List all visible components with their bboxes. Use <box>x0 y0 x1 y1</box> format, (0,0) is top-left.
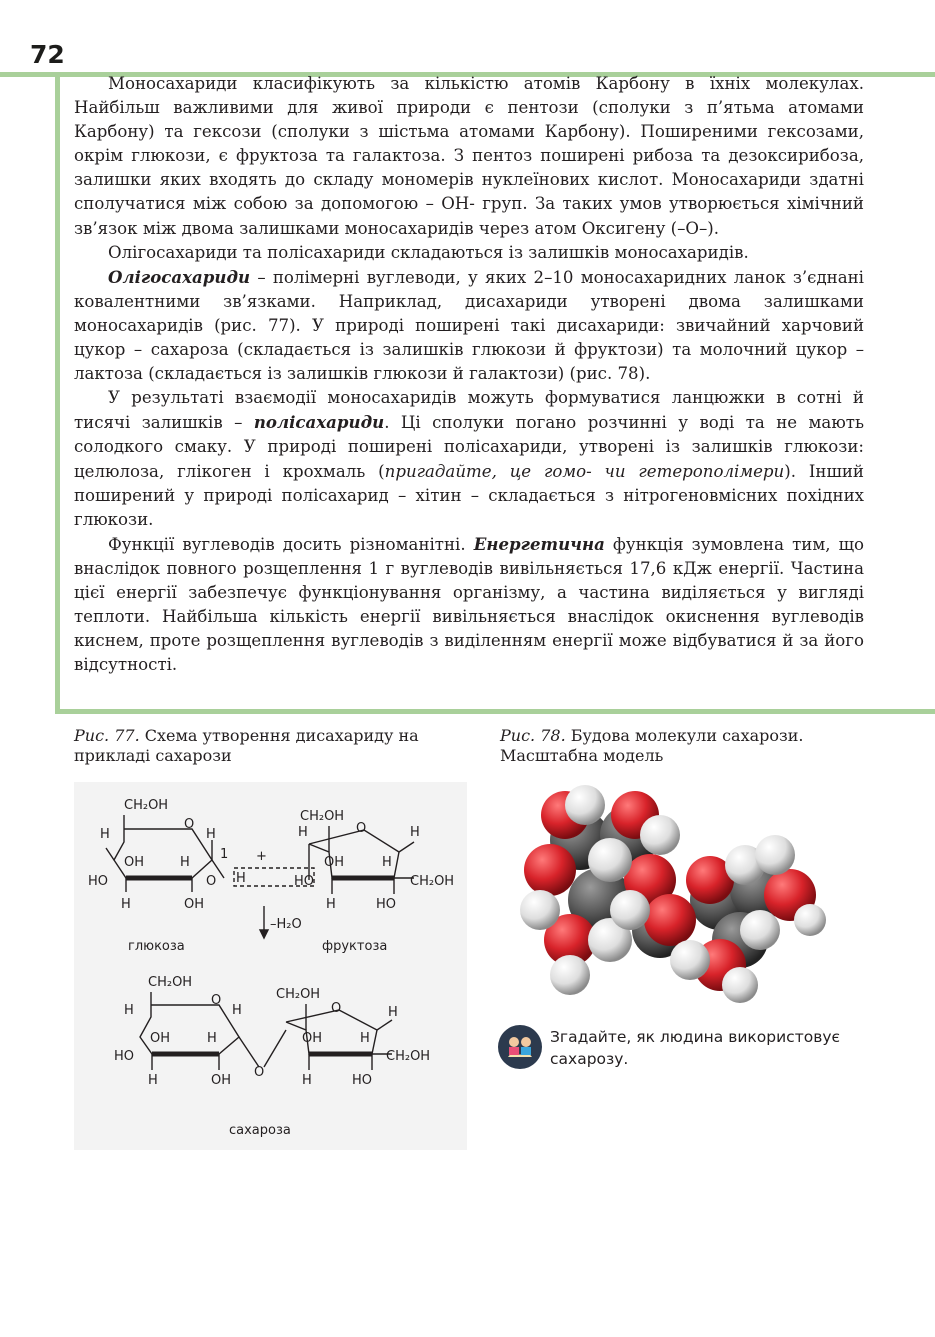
reminder-box <box>498 1025 878 1085</box>
label-fructose: фруктоза <box>322 939 388 954</box>
term-oligosaccharides: Олігосахариди <box>108 266 251 287</box>
svg-text:H: H <box>232 1003 242 1018</box>
svg-text:O: O <box>184 817 195 832</box>
main-text <box>74 72 864 677</box>
svg-text:CH₂OH: CH₂OH <box>276 987 321 1002</box>
svg-text:OH: OH <box>302 1031 323 1046</box>
paragraph-oligosaccharides: Олігосахариди – полімерні вуглеводи, у яких 2–10 моносахаридних ланок з’єднані ковалентними зв’язками. Наприклад, дисахариди утворені двома залишками моносахаридів (рис. 77). У природі поширені такі дисахариди: звичайний харчовий цукор – сахароза (складається із залишків глюкози й фруктози) та молочний цукор – лактоза (складається із залишків глюкози й галактози) (рис. 78). <box>74 266 864 384</box>
svg-text:H: H <box>206 827 216 842</box>
label-ch2oh-glucose: CH₂OH <box>124 798 169 813</box>
figure-77-caption: Рис. 77. Схема утворення дисахариду на прикладі сахарози <box>74 726 419 765</box>
svg-text:CH₂OH: CH₂OH <box>386 1049 431 1064</box>
figure-78-caption: Рис. 78. Будова молекули сахарози. Масштабна модель <box>500 726 804 765</box>
svg-text:HO: HO <box>352 1073 373 1088</box>
svg-text:H: H <box>236 871 246 886</box>
svg-text:OH: OH <box>211 1073 232 1088</box>
section-frame-left <box>55 72 60 714</box>
svg-text:H: H <box>388 1005 398 1020</box>
svg-text:H: H <box>148 1073 158 1088</box>
svg-text:H: H <box>180 855 190 870</box>
term-polysaccharides: полісахариди <box>253 412 385 433</box>
svg-text:HO: HO <box>294 874 315 889</box>
label-ch2oh-fructose: CH₂OH <box>300 809 345 824</box>
paragraph-functions: Функції вуглеводів досить різноманітні. Енергетична функція зумовлена тим, що внаслідок повного розщеплення 1 г вуглеводів вивільняється 17,6 кДж енергії. Частина цієї енергії забезпечує функціонування організму, а частина виділяється у вигляді теплоти. Найбільша кількість енергії вивільняється внаслідок окиснення вуглеводів киснем, проте розщеплення вуглеводів з виділенням енергії може відбуватися й за його відсутності. <box>74 533 864 675</box>
paragraph-monosaccharides: Моносахариди класифікують за кількістю атомів Карбону в їхніх молекулах. Найбільш важливими для живої природи є пентози (сполуки з п’ятьма атомами Карбону) та гексози (сполуки з шістьма атомами Карбону). Поширеними гексозами, окрім глюкози, є фруктоза та галактоза. З пентоз поширені рибоза та дезоксирибоза, залишки яких входять до складу мономерів нуклеїнових кислот. Моносахариди здатні сполучатися між собою за допомогою – ОН- груп. За таких умов утворюється хімічний зв’язок між двома залишками моносахаридів через атом Оксигену (–О–). <box>74 74 864 238</box>
svg-text:1: 1 <box>220 847 229 862</box>
paragraph-oligo-poly: Олігосахариди та полісахариди складаються із залишків моносахаридів. <box>108 242 749 262</box>
fructose-ring <box>309 830 399 878</box>
sucrose-space-filling-model <box>510 780 828 1012</box>
svg-text:OH: OH <box>150 1031 171 1046</box>
svg-text:O: O <box>254 1065 265 1080</box>
svg-text:HO: HO <box>114 1049 135 1064</box>
svg-text:H: H <box>298 825 308 840</box>
section-frame-bottom <box>55 709 935 714</box>
svg-text:H: H <box>302 1073 312 1088</box>
svg-text:O: O <box>331 1001 342 1016</box>
glucose-ring <box>114 829 212 878</box>
sucrose-formation-scheme <box>74 782 467 1150</box>
svg-text:O: O <box>211 993 222 1008</box>
label-glucose: глюкоза <box>128 939 185 954</box>
students-reading-icon <box>498 1025 542 1069</box>
svg-text:OH: OH <box>184 897 205 912</box>
molecule-svg <box>510 780 828 1012</box>
svg-text:H: H <box>124 1003 134 1018</box>
svg-text:HO: HO <box>376 897 397 912</box>
svg-text:CH₂OH: CH₂OH <box>148 975 193 990</box>
svg-text:H: H <box>360 1031 370 1046</box>
svg-text:H: H <box>121 897 131 912</box>
svg-text:OH: OH <box>324 855 345 870</box>
paragraph-polysaccharides: У результаті взаємодії моносахаридів можуть формуватися ланцюжки в сотні й тисячі залишків – полісахариди. Ці сполуки погано розчинні у воді та не мають солодкого смаку. У природі поширені полісахариди, утворені із залишків глюкози: целюлоза, глікоген і крохмаль (пригадайте, це гомо- чи гетерополімери). Інший поширений у природі полісахарид – хітин – складається з нітрогеновмісних похідних глюкози. <box>74 388 864 529</box>
svg-text:O: O <box>206 874 217 889</box>
label-sucrose: сахароза <box>229 1123 291 1138</box>
svg-text:H: H <box>100 827 110 842</box>
svg-text:H: H <box>382 855 392 870</box>
svg-text:H: H <box>207 1031 217 1046</box>
svg-text:H: H <box>410 825 420 840</box>
page-number: 72 <box>30 40 65 69</box>
svg-text:H: H <box>326 897 336 912</box>
svg-text:HO: HO <box>88 874 109 889</box>
label-water: –H₂O <box>270 917 302 932</box>
svg-text:OH: OH <box>124 855 145 870</box>
svg-text:CH₂OH: CH₂OH <box>410 874 455 889</box>
atoms <box>520 785 826 1003</box>
reminder-text: Згадайте, як людина використовує сахарозу. <box>550 1028 841 1068</box>
recall-question: пригадайте, це гомо- чи гетерополімери <box>384 461 785 481</box>
term-energy: Енергетична <box>473 533 605 554</box>
svg-text:+: + <box>256 849 267 864</box>
svg-text:O: O <box>356 821 367 836</box>
scheme-svg <box>74 782 467 1150</box>
